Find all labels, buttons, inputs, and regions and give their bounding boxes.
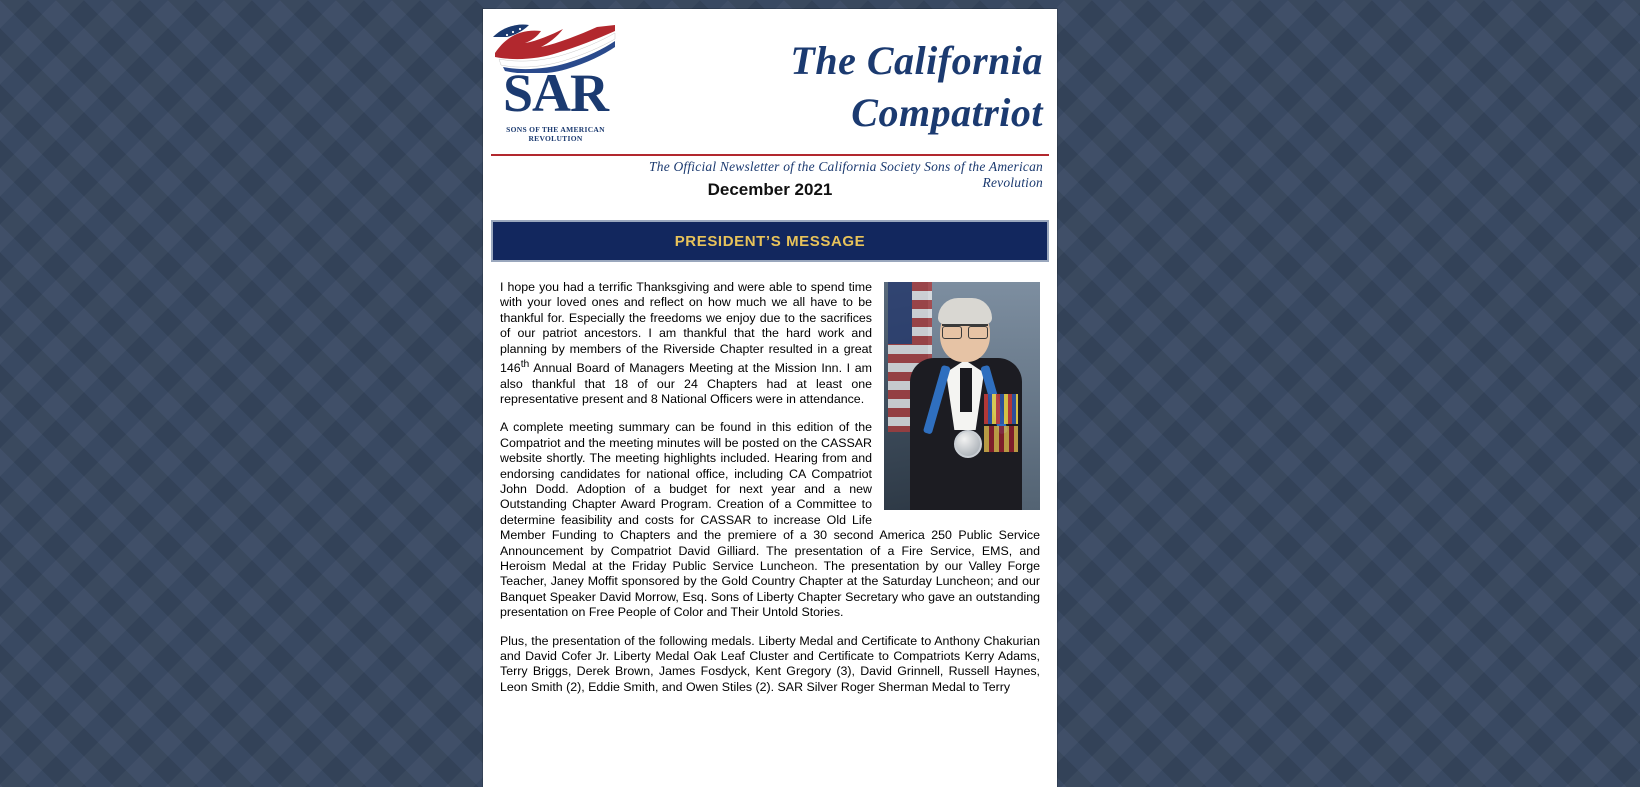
sar-letters: SAR (502, 63, 609, 123)
section-banner-label: PRESIDENT’S MESSAGE (674, 232, 866, 250)
issue-date: December 2021 (707, 180, 833, 199)
sar-logo-icon (493, 17, 618, 143)
ordinal-suffix: th (520, 359, 530, 371)
article-paragraph-2: A complete meeting summary can be found in this edition of the Compatriot and the meeting minutes will be posted on the CASSAR website shortly. The meeting highlights included. Hearing from and endorsing candidates for national office, including CA Compatriot John Dodd. Adoption of a budget for next year and a new Outstanding Chapter Award Program. Creation of a Committee to determine feasibility and costs for CASSAR to increase Old Life Member Funding to Chapters and the premiere of a 30 second America 250 Public Service Announcement by Compatriot David Gilliard. The presentation of a Fire Service, EMS, and Heroism Medal at the Friday Public Service Luncheon. The presentation by our Valley Forge Teacher, Janey Moffit sponsored by the Gold Country Chapter at the Saturday Luncheon; and our Banquet Speaker David Morrow, Esq. Sons of Liberty Chapter Secretary who gave an outstanding presentation on Free People of Color and Their Untold Stories. (500, 420, 1040, 620)
president-portrait (884, 282, 1040, 510)
paragraph-1-text: I hope you had a terrific Thanksgiving and were able to spend time with your loved ones and reflect on how much we all have to be thankful for. Especially the freedoms we enjoy due to the sacrifices of our patriot ancestors. I am thankful that the hard work and planning by members of the Riverside Chapter resulted in a great 146 (500, 280, 872, 376)
sar-logo-subtitle: SONS OF THE AMERICAN REVOLUTION (506, 125, 605, 143)
newsletter-subtitle: The Official Newsletter of the California Society Sons of the American Revolution (649, 159, 1043, 190)
article-paragraph-3: Plus, the presentation of the following medals. Liberty Medal and Certificate to Anthony Chakurian and David Cofer Jr. Liberty Medal Oak Leaf Cluster and Certificate to Compatriots Kerry Adams, Terry Briggs, Derek Brown, James Fosdyck, Kent Gregory (3), David Grinnell, Russell Haynes, Leon Smith (2), Eddie Smith, and Owen Stiles (2). SAR Silver Roger Sherman Medal to Terry (500, 633, 1040, 694)
newsletter-page (483, 9, 1057, 787)
paragraph-1-continued: Annual Board of Managers Meeting at the Mission Inn. I am also thankful that 18 of our 24 Chapters had at least one representative present and 8 National Officers were in attendance. (500, 361, 872, 406)
section-banner (491, 220, 1049, 262)
article-body (500, 280, 1040, 695)
newsletter-title: The California Compatriot (790, 38, 1043, 135)
